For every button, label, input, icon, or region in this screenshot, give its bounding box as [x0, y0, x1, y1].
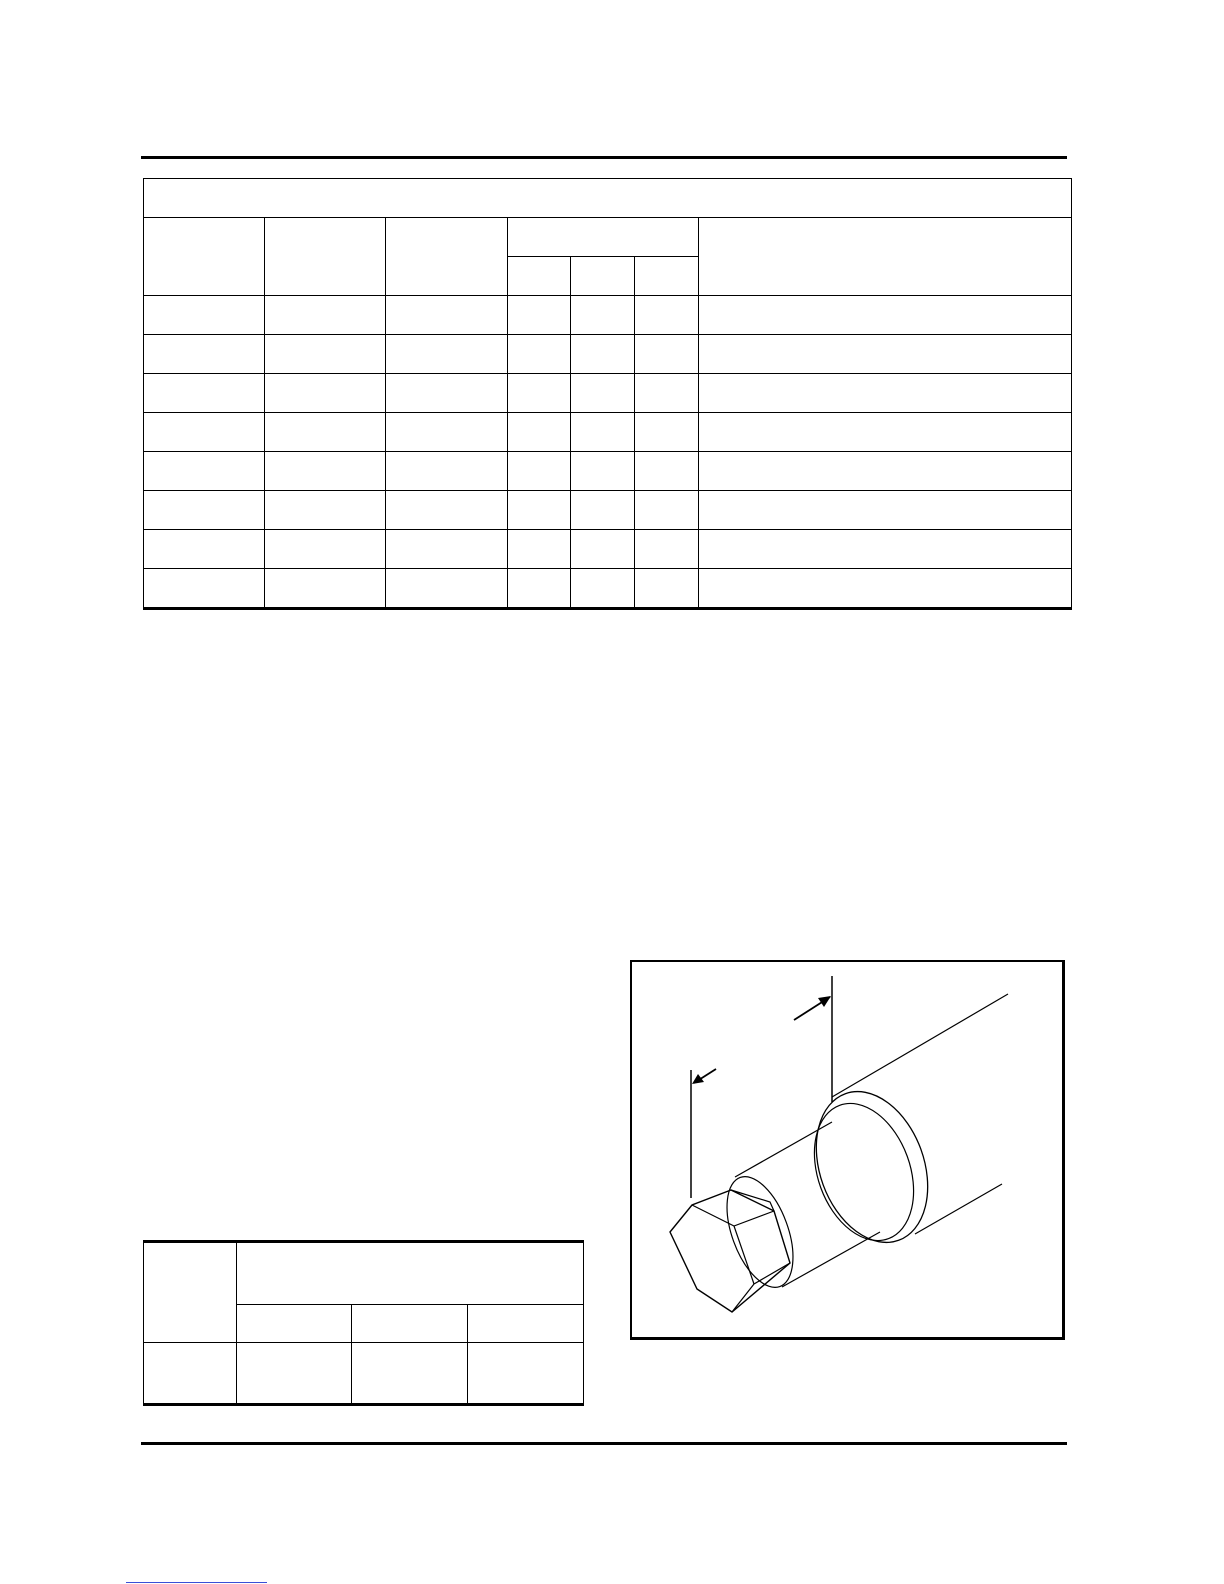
neck-face: [714, 1168, 806, 1296]
table-cell: [508, 569, 571, 609]
table-cell: [571, 374, 635, 413]
table-cell: [508, 374, 571, 413]
size-table: [143, 1240, 584, 1406]
table-row: [144, 452, 1072, 491]
table-cell: [699, 452, 1072, 491]
table-row: [144, 413, 1072, 452]
table-cell: [571, 569, 635, 609]
table-row: [144, 569, 1072, 609]
table-cell: [386, 569, 508, 609]
size-cell: [352, 1343, 468, 1405]
table-cell: [508, 296, 571, 335]
flange-outer: [796, 1076, 947, 1258]
table-cell: [144, 491, 265, 530]
column-group-header: [508, 218, 699, 257]
table-cell: [144, 296, 265, 335]
size-cell: [144, 1343, 237, 1405]
hex-edge: [692, 1205, 774, 1226]
flange-inner: [796, 1090, 931, 1255]
table-cell: [386, 530, 508, 569]
table-cell: [571, 491, 635, 530]
size-group-header: [237, 1242, 584, 1305]
table-cell: [508, 491, 571, 530]
table-cell: [508, 413, 571, 452]
table-cell: [386, 452, 508, 491]
size-subheader: [468, 1305, 584, 1343]
table-cell: [386, 413, 508, 452]
table-cell: [144, 335, 265, 374]
hex-nut: [670, 1190, 790, 1312]
table-cell: [144, 452, 265, 491]
arrowhead: [692, 1074, 704, 1084]
table-cell: [635, 491, 699, 530]
table-row: [144, 296, 1072, 335]
table-cell: [571, 452, 635, 491]
table-cell: [635, 374, 699, 413]
table-cell: [699, 335, 1072, 374]
table-cell: [144, 530, 265, 569]
table-cell: [144, 569, 265, 609]
table-cell: [571, 296, 635, 335]
table-cell: [571, 335, 635, 374]
size-subheader: [352, 1305, 468, 1343]
table-row: [144, 530, 1072, 569]
shaft-edge: [832, 994, 1008, 1097]
footer-link-underline[interactable]: [126, 1582, 267, 1583]
table-cell: [265, 413, 386, 452]
table-cell: [265, 452, 386, 491]
table-cell: [571, 413, 635, 452]
table-cell: [699, 296, 1072, 335]
column-header: [265, 218, 386, 296]
size-cell: [237, 1343, 352, 1405]
table-cell: [699, 569, 1072, 609]
table-cell: [635, 569, 699, 609]
table-cell: [635, 335, 699, 374]
table-cell: [265, 530, 386, 569]
top-rule: [141, 156, 1067, 159]
column-header: [699, 218, 1072, 296]
table-cell: [571, 530, 635, 569]
size-subheader: [237, 1305, 352, 1343]
table-cell: [386, 335, 508, 374]
table-cell: [508, 530, 571, 569]
table-cell: [635, 413, 699, 452]
specification-table: [143, 178, 1072, 610]
column-header: [386, 218, 508, 296]
table-cell: [699, 374, 1072, 413]
neck-edge: [782, 1232, 880, 1287]
table-row: [144, 491, 1072, 530]
size-header: [144, 1242, 237, 1343]
size-cell: [468, 1343, 584, 1405]
table-row: [144, 335, 1072, 374]
table-title: [144, 179, 1072, 218]
neck-edge: [735, 1122, 832, 1177]
table-cell: [386, 491, 508, 530]
table-cell: [265, 374, 386, 413]
hex-edge: [754, 1263, 790, 1284]
hex-edge: [734, 1226, 754, 1284]
table-cell: [635, 530, 699, 569]
table-cell: [144, 374, 265, 413]
bottom-rule: [141, 1442, 1067, 1445]
table-cell: [265, 491, 386, 530]
table-cell: [699, 530, 1072, 569]
column-header: [144, 218, 265, 296]
table-cell: [699, 413, 1072, 452]
table-cell: [635, 296, 699, 335]
table-cell: [265, 296, 386, 335]
sub-header: [508, 257, 571, 296]
sub-header: [571, 257, 635, 296]
table-cell: [144, 413, 265, 452]
table-cell: [635, 452, 699, 491]
table-cell: [265, 335, 386, 374]
sub-header: [635, 257, 699, 296]
table-cell: [265, 569, 386, 609]
table-row: [144, 374, 1072, 413]
hex-edge: [732, 1284, 754, 1312]
figure-frame: [630, 960, 1065, 1340]
shaft-fitting-illustration: [632, 962, 1063, 1338]
table-cell: [508, 335, 571, 374]
arrowhead: [818, 996, 831, 1007]
table-cell: [699, 491, 1072, 530]
table-cell: [508, 452, 571, 491]
table-cell: [386, 296, 508, 335]
table-cell: [386, 374, 508, 413]
